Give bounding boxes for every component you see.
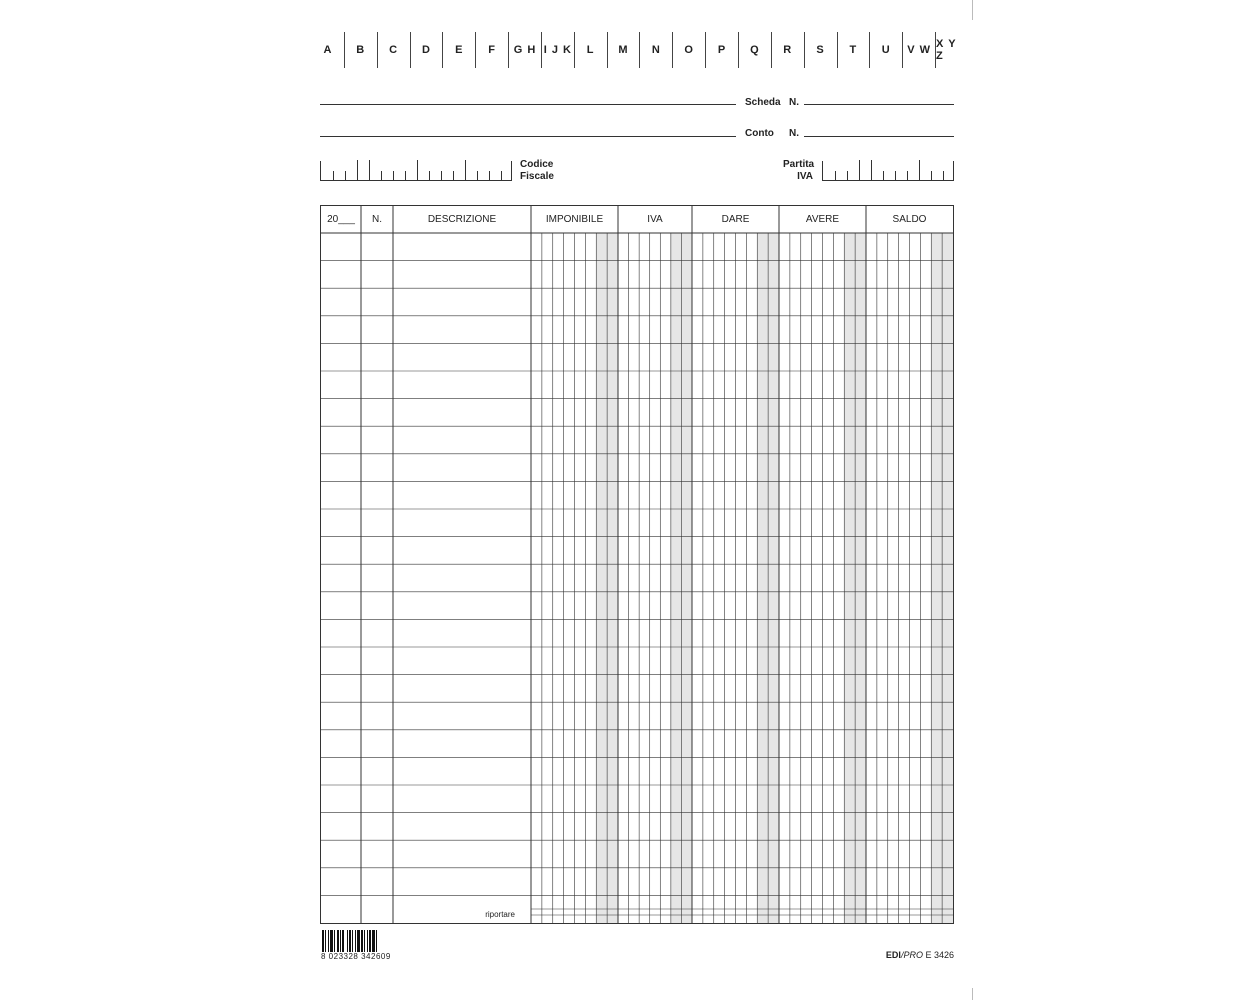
codice-fiscale-field [320, 161, 512, 181]
column-header: N. [372, 214, 382, 225]
column-header: IVA [647, 214, 663, 225]
barcode-bar [337, 930, 339, 952]
barcode-bar [367, 930, 368, 952]
trim-mark-top [972, 0, 973, 20]
barcode-bar [355, 930, 356, 952]
barcode-bar [376, 930, 377, 952]
column-header: AVERE [805, 214, 840, 225]
conto-name-line [320, 136, 736, 137]
barcode-bar [372, 930, 375, 952]
alphabet-tab: T [838, 32, 871, 68]
scheda-label: Scheda [745, 97, 781, 108]
alphabet-tab: S [805, 32, 838, 68]
alphabet-tab: X Y Z [936, 38, 957, 62]
barcode-bar [325, 930, 326, 952]
brand-logo [886, 950, 954, 960]
conto-n-label: N. [789, 128, 799, 139]
barcode-bar [347, 930, 348, 952]
ledger-grid [321, 206, 953, 923]
trim-mark-bottom [972, 988, 973, 1000]
conto-label: Conto [745, 128, 774, 139]
barcode-bar [330, 930, 333, 952]
column-header: DARE [721, 214, 750, 225]
alphabet-tab: G H [509, 32, 542, 68]
brand-edi: EDI [885, 950, 901, 960]
alphabet-tab: A [312, 32, 345, 68]
alphabet-index [312, 32, 968, 68]
alphabet-tab: I J K [542, 32, 575, 68]
alphabet-tab: R [772, 32, 805, 68]
alphabet-tab: L [575, 32, 608, 68]
barcode-bar [364, 930, 365, 952]
riportare-label: riportare [485, 910, 515, 919]
alphabet-tab: F [476, 32, 509, 68]
product-code: E 3426 [925, 950, 954, 960]
brand-pro: /PRO [900, 950, 923, 960]
barcode-bar [342, 930, 344, 952]
conto-number-line [804, 136, 954, 137]
barcode-bar [357, 930, 360, 952]
alphabet-tab: C [378, 32, 411, 68]
partita-iva-field [822, 161, 954, 181]
barcode-number: 8 023328 342609 [321, 952, 391, 961]
alphabet-tab: N [640, 32, 673, 68]
barcode-bar [352, 930, 353, 952]
scheda-number-line [804, 104, 954, 105]
ledger-table [320, 205, 954, 924]
barcode-bar [369, 930, 371, 952]
alphabet-tab: D [411, 32, 444, 68]
scheda-name-line [320, 104, 736, 105]
alphabet-tab: Q [739, 32, 772, 68]
alphabet-tab: O [673, 32, 706, 68]
alphabet-tab: B [345, 32, 378, 68]
alphabet-tab: U [870, 32, 903, 68]
column-header: IMPONIBILE [545, 214, 604, 225]
barcode-bar [349, 930, 351, 952]
column-header: DESCRIZIONE [427, 214, 497, 225]
barcode-bar [328, 930, 329, 952]
alphabet-tab: M [608, 32, 641, 68]
barcode-bar [361, 930, 363, 952]
codice-fiscale-label: Codice Fiscale [520, 159, 554, 182]
scheda-n-label: N. [789, 97, 799, 108]
partita-iva-label: Partita IVA [783, 159, 815, 182]
column-header: SALDO [892, 214, 927, 225]
barcode-bar [322, 930, 324, 952]
alphabet-tab: E [443, 32, 476, 68]
barcode-bar [334, 930, 335, 952]
barcode [322, 930, 396, 952]
alphabet-tab: P [706, 32, 739, 68]
barcode-bar [340, 930, 341, 952]
alphabet-tab: V W [903, 32, 936, 68]
column-header: 20___ [327, 214, 355, 225]
